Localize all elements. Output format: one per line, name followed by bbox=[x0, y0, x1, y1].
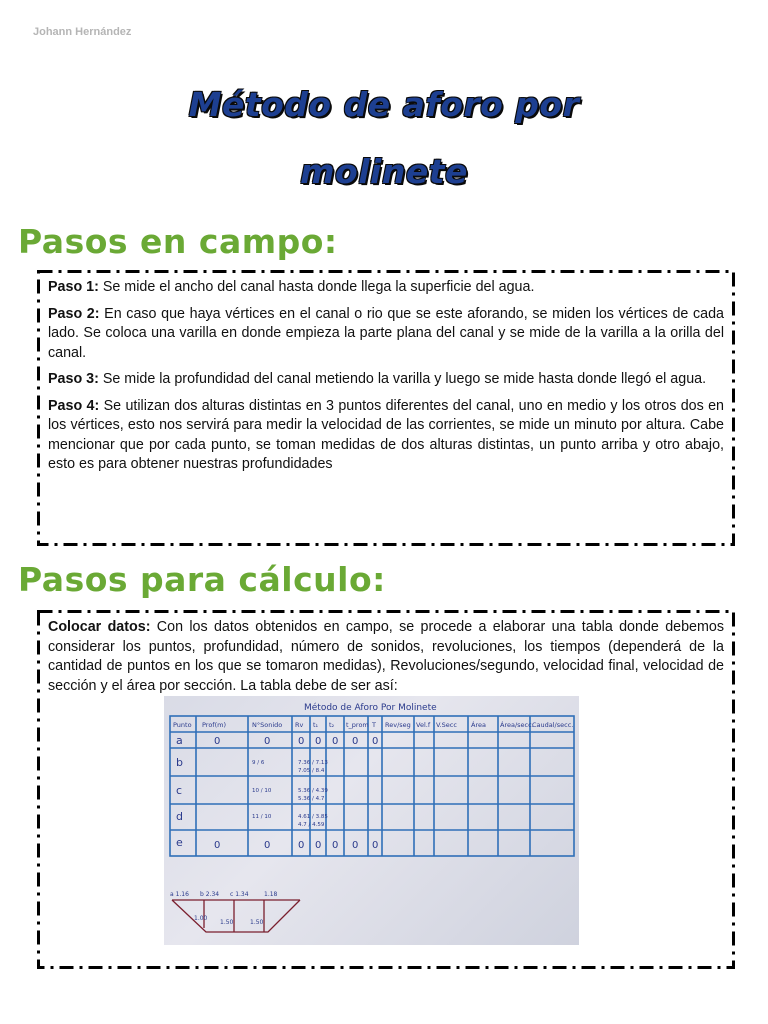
paso-3 bbox=[48, 370, 724, 390]
photo-row-labels bbox=[176, 734, 183, 849]
sketch-label: b 2.34 bbox=[200, 891, 220, 898]
photo-cell: 0 bbox=[315, 840, 322, 851]
photo-header: Rev/seg bbox=[385, 721, 411, 729]
paso-label: Paso 1: bbox=[48, 279, 99, 295]
photo-header: T bbox=[372, 721, 376, 729]
calculo-text: Con los datos obtenidos en campo, se procede a elaborar una tabla donde debemos considerar los puntos, profundidad, número de sonidos, revoluciones, los tiempos (dependerá de la cantidad de puntos en los que se tomaron medidas), Revoluciones/segundo, velocidad final, velocidad de sección y el área por sección. La tabla debe de ser así: bbox=[48, 619, 725, 694]
paso-text: Se utilizan dos alturas distintas en 3 puntos diferentes del canal, uno en medio y los otros dos en los vértices, esto nos servirá para medir la velocidad de las corrientes, se mide un minuto por altura. Cabe mencionar que por cada punto, se toman medidas de dos alturas distintas, un punto arriba y otro abajo, esto es para obtener nuestras profundidades bbox=[48, 397, 725, 472]
sketch-label: 1.18 bbox=[264, 891, 278, 898]
photo-header: Rv bbox=[295, 721, 304, 729]
photo-header: N°Sonido bbox=[252, 721, 283, 729]
photo-point-label: d bbox=[176, 810, 183, 823]
calculo-label: Colocar datos: bbox=[48, 619, 151, 635]
photo-cell: 0 bbox=[332, 840, 339, 851]
photo-cell: 0 bbox=[372, 840, 379, 851]
photo-cell: 0 bbox=[298, 736, 305, 747]
photo-rows-bcd bbox=[252, 760, 328, 828]
sketch-label: 1.00 bbox=[194, 915, 208, 922]
photo-cell: 5.36 / 4.7 bbox=[298, 796, 325, 802]
photo-cell: 4.7 / 4.59 bbox=[298, 822, 325, 828]
photo-row-e bbox=[214, 840, 378, 851]
photo-header: Área/secc. bbox=[500, 721, 534, 729]
sketch-label: 1.50 bbox=[250, 919, 264, 926]
paso-label: Paso 2: bbox=[48, 305, 100, 322]
photo-header: t₁ bbox=[313, 721, 319, 729]
photo-header: Caudal/secc. bbox=[532, 721, 574, 729]
photo-cell: 9 / 6 bbox=[252, 760, 265, 766]
handwritten-table-photo bbox=[164, 696, 579, 945]
photo-row-a bbox=[214, 736, 378, 747]
photo-cell: 0 bbox=[264, 736, 271, 747]
paso-label: Paso 4: bbox=[48, 397, 100, 414]
section-heading-campo: Pasos en campo: bbox=[18, 222, 338, 261]
photo-cell: 4.61 / 3.85 bbox=[298, 814, 328, 820]
sketch-label: a 1.16 bbox=[170, 891, 189, 898]
channel-sketch bbox=[172, 900, 300, 932]
pasos-campo-box bbox=[37, 270, 735, 546]
sketch-label: 1.50 bbox=[220, 919, 234, 926]
paso-1 bbox=[48, 278, 724, 298]
photo-header: V.Secc bbox=[436, 721, 457, 729]
photo-cell: 11 / 10 bbox=[252, 814, 272, 820]
photo-cell: 7.36 / 7.13 bbox=[298, 760, 328, 766]
photo-point-label: c bbox=[176, 784, 183, 797]
paso-text: En caso que haya vértices en el canal o rio que se este aforando, se miden los vértices de cada lado. Se coloca una varilla en donde empieza la parte plana del canal y se mide de la varilla a la orilla del canal. bbox=[48, 305, 724, 361]
table-photo-drawing bbox=[164, 696, 579, 945]
sketch-label: c 1.34 bbox=[230, 891, 249, 898]
photo-point-label: a bbox=[176, 734, 183, 747]
photo-header: t₂ bbox=[329, 721, 335, 729]
paso-text: Se mide el ancho del canal hasta donde llega la superficie del agua. bbox=[98, 279, 535, 295]
photo-point-label: e bbox=[176, 836, 183, 849]
photo-cell: 0 bbox=[352, 840, 359, 851]
photo-cell: 0 bbox=[298, 840, 305, 851]
photo-cell: 0 bbox=[332, 736, 339, 747]
section-heading-calculo: Pasos para cálculo: bbox=[18, 560, 386, 599]
photo-cell: 5.36 / 4.39 bbox=[298, 788, 328, 794]
photo-headers bbox=[173, 720, 573, 729]
photo-header: t_prom bbox=[346, 721, 369, 729]
paso-text: Se mide la profundidad del canal metiendo la varilla y luego se mide hasta donde llegó el agua. bbox=[98, 371, 707, 387]
photo-header: Punto bbox=[173, 721, 192, 729]
photo-header: Vel.f bbox=[416, 721, 431, 729]
photo-cell: 0 bbox=[214, 736, 221, 747]
photo-heading: Método de Aforo Por Molinete bbox=[304, 703, 437, 713]
photo-cell: 0 bbox=[352, 736, 359, 747]
photo-point-label: b bbox=[176, 756, 183, 769]
colocar-datos bbox=[48, 618, 724, 696]
page-title-line2: molinete bbox=[300, 152, 468, 191]
photo-cell: 7.05 / 8.4 bbox=[298, 768, 325, 774]
paso-label: Paso 3: bbox=[48, 371, 99, 387]
photo-cell: 0 bbox=[264, 840, 271, 851]
photo-header: Área bbox=[471, 721, 486, 729]
photo-header: Prof(m) bbox=[202, 721, 227, 729]
photo-cell: 10 / 10 bbox=[252, 788, 272, 794]
page-title-line1: Método de aforo por bbox=[188, 85, 580, 124]
photo-cell: 0 bbox=[372, 736, 379, 747]
photo-cell: 0 bbox=[315, 736, 322, 747]
sketch-labels bbox=[170, 891, 278, 926]
photo-cell: 0 bbox=[214, 840, 221, 851]
author-name: Johann Hernández bbox=[33, 26, 132, 38]
paso-2 bbox=[48, 305, 724, 364]
paso-4 bbox=[48, 397, 724, 475]
